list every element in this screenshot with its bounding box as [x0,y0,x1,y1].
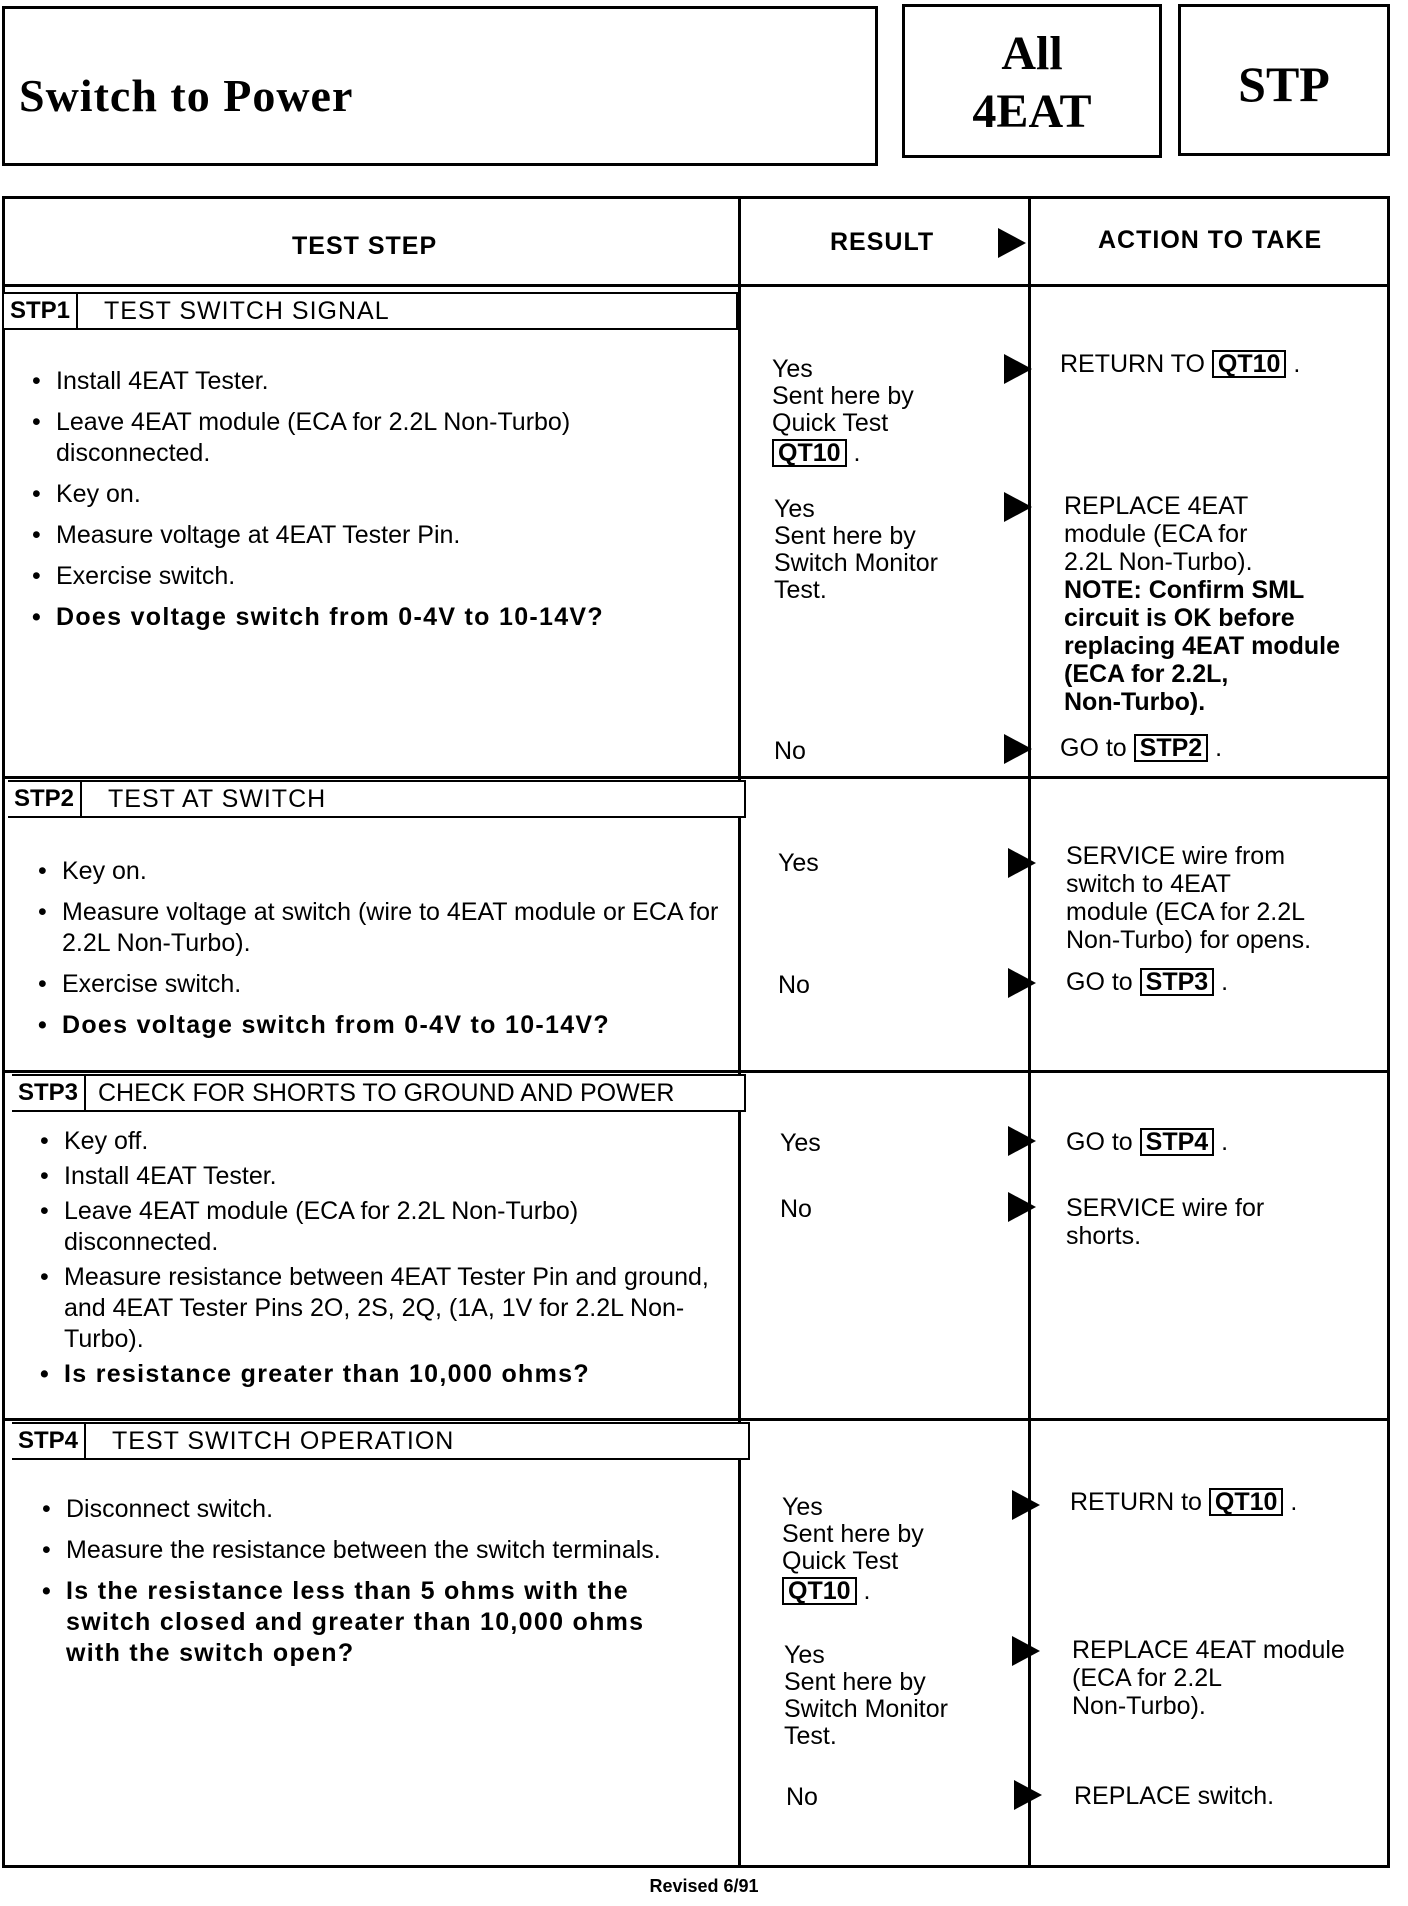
result-line: Sent here by [774,522,916,550]
row-separator-2 [2,1070,1390,1073]
result-line: Switch Monitor [784,1695,948,1723]
result-line: Yes [774,495,815,523]
instruction: • Key on. [28,479,718,510]
arrow-icon [1008,968,1036,998]
instruction: • Key on. [34,856,724,887]
header-row-line [2,284,1390,287]
arrow-icon [1004,492,1032,522]
table-border-right [1387,196,1390,1868]
note-line: NOTE: Confirm SML [1064,576,1305,604]
arrow-icon [1008,848,1036,878]
punct: . [863,1577,871,1605]
instruction: • Exercise switch. [28,561,718,592]
note-line: circuit is OK before [1064,604,1295,632]
action-text: GO to [1060,734,1134,762]
instruction: • Measure voltage at switch (wire to 4EAT module or ECA for 2.2L Non-Turbo). [34,897,724,959]
question: • Does voltage switch from 0-4V to 10-14V? [34,1010,724,1041]
procedure-code: STP [1238,56,1330,112]
punct: . [1293,350,1301,378]
code-box [1178,4,1390,156]
step-bar-stp4 [12,1422,750,1460]
punct: . [1221,1128,1229,1156]
stp2-result-yes: Yes [778,849,819,877]
punct: . [1221,968,1229,996]
result-line: Sent here by [784,1668,926,1696]
action-line: SERVICE wire from [1066,842,1286,870]
step-id: STP1 [4,294,78,328]
punct: . [853,439,861,467]
instruction: • Install 4EAT Tester. [36,1161,716,1192]
arrow-icon [1008,1126,1036,1156]
step-name: TEST AT SWITCH [108,785,327,813]
action-text: GO to [1066,968,1140,996]
page-title: Switch to Power [19,70,354,121]
action-line: switch to 4EAT [1066,870,1231,898]
header-action: ACTION TO TAKE [1098,226,1323,254]
stp1-result-no: No [774,737,806,765]
ref-box: STP4 [1140,1128,1215,1156]
arrow-icon [1012,1636,1040,1666]
vehicle-line-2: 4EAT [972,85,1092,138]
step-name: TEST SWITCH SIGNAL [104,297,390,325]
row-separator-3 [2,1418,1390,1421]
action-line: module (ECA for 2.2L [1066,898,1306,926]
header-result: RESULT [830,228,935,256]
stp3-instructions [36,1126,716,1400]
ref-box: QT10 [1212,350,1287,378]
vehicle-box [902,4,1162,158]
column-divider-2 [1028,196,1031,1868]
question: • Is the resistance less than 5 ohms with the switch closed and greater than 10,000 ohms with the switch open? [38,1576,698,1669]
stp2-instructions [34,856,724,1051]
stp1-action-2 [1064,492,1340,716]
action-text: RETURN to [1070,1488,1209,1516]
instruction: • Leave 4EAT module (ECA for 2.2L Non-Turbo) disconnected. [36,1196,716,1258]
arrow-icon [1004,354,1032,384]
stp3-result-yes: Yes [780,1129,821,1157]
question: • Does voltage switch from 0-4V to 10-14V? [28,602,718,633]
punct: . [1290,1488,1298,1516]
instruction: • Install 4EAT Tester. [28,366,718,397]
action-line: module (ECA for [1064,520,1248,548]
stp4-instructions [38,1494,698,1679]
step-id: STP2 [8,782,82,816]
instruction: • Measure voltage at 4EAT Tester Pin. [28,520,718,551]
stp4-result-yes-quick-test [782,1494,924,1605]
stp4-action-3: REPLACE switch. [1074,1782,1275,1810]
stp1-result-yes-quick-test [772,356,914,467]
stp1-action-1 [1060,350,1300,378]
row-separator-1 [2,776,1390,779]
stp3-action-1 [1066,1128,1228,1156]
instruction: • Key off. [36,1126,716,1157]
step-id: STP3 [12,1076,86,1110]
title-box [2,6,878,166]
result-line: Yes [782,1493,823,1521]
ref-box: STP3 [1140,968,1215,996]
result-line: Yes [772,355,813,383]
stp3-result-no: No [780,1195,812,1223]
stp1-result-yes-switch-monitor [774,496,938,604]
table-border-left [2,196,5,1868]
arrow-icon [1004,734,1032,764]
note-line: replacing 4EAT module [1064,632,1340,660]
stp4-result-no: No [786,1783,818,1811]
stp4-action-1 [1070,1488,1297,1516]
result-line: Quick Test [782,1547,899,1575]
header-test-step: TEST STEP [292,232,438,260]
result-line: Sent here by [772,382,914,410]
arrow-icon [1012,1490,1040,1520]
instruction: • Exercise switch. [34,969,724,1000]
revision-footer: Revised 6/91 [649,1876,759,1896]
result-line: Yes [784,1641,825,1669]
table-border-bottom [2,1865,1390,1868]
step-name: CHECK FOR SHORTS TO GROUND AND POWER [98,1079,675,1107]
question: • Is resistance greater than 10,000 ohms? [36,1359,716,1390]
stp2-result-no: No [778,971,810,999]
stp3-action-2 [1066,1194,1264,1250]
note-line: (ECA for 2.2L, [1064,660,1229,688]
result-line: Test. [784,1722,837,1750]
stp1-instructions [28,366,718,643]
action-line: (ECA for 2.2L [1072,1664,1223,1692]
arrow-icon [1014,1780,1042,1810]
instruction: • Leave 4EAT module (ECA for 2.2L Non-Turbo) disconnected. [28,407,718,469]
step-bar-stp2 [8,780,746,818]
result-line: Sent here by [782,1520,924,1548]
step-bar-stp3 [12,1074,746,1112]
diagnostic-table [2,196,1390,1868]
action-line: SERVICE wire for [1066,1194,1265,1222]
ref-box: QT10 [1209,1488,1284,1516]
instruction: • Measure the resistance between the switch terminals. [38,1535,698,1566]
punct: . [1215,734,1223,762]
ref-box: QT10 [782,1577,857,1605]
instruction: • Measure resistance between 4EAT Tester Pin and ground, and 4EAT Tester Pins 2O, 2S, 2Q, (1A, 1V for 2.2L Non-Turbo). [36,1262,716,1355]
note-line: Non-Turbo). [1064,688,1206,716]
ref-box: QT10 [772,439,847,467]
stp4-action-2 [1072,1636,1345,1720]
result-line: Test. [774,576,827,604]
step-id: STP4 [12,1424,86,1458]
result-line: Switch Monitor [774,549,938,577]
action-line: 2.2L Non-Turbo). [1064,548,1253,576]
step-name: TEST SWITCH OPERATION [112,1427,455,1455]
stp1-action-3 [1060,734,1222,762]
action-text: GO to [1066,1128,1140,1156]
stp2-action-1 [1066,842,1311,954]
action-line: Non-Turbo) for opens. [1066,926,1312,954]
column-divider-1 [738,196,741,1868]
vehicle-line-1: All [1001,27,1063,80]
header-arrow-icon [998,228,1026,258]
action-line: REPLACE 4EAT module [1072,1636,1345,1664]
action-line: REPLACE 4EAT [1064,492,1249,520]
instruction: • Disconnect switch. [38,1494,698,1525]
arrow-icon [1008,1192,1036,1222]
step-bar-stp1 [4,292,738,330]
action-text: RETURN TO [1060,350,1212,378]
action-line: Non-Turbo). [1072,1692,1206,1720]
stp4-result-yes-switch-monitor [784,1642,948,1750]
action-line: shorts. [1066,1222,1142,1250]
result-line: Quick Test [772,409,889,437]
stp2-action-2 [1066,968,1228,996]
table-border-top [2,196,1390,199]
ref-box: STP2 [1134,734,1209,762]
